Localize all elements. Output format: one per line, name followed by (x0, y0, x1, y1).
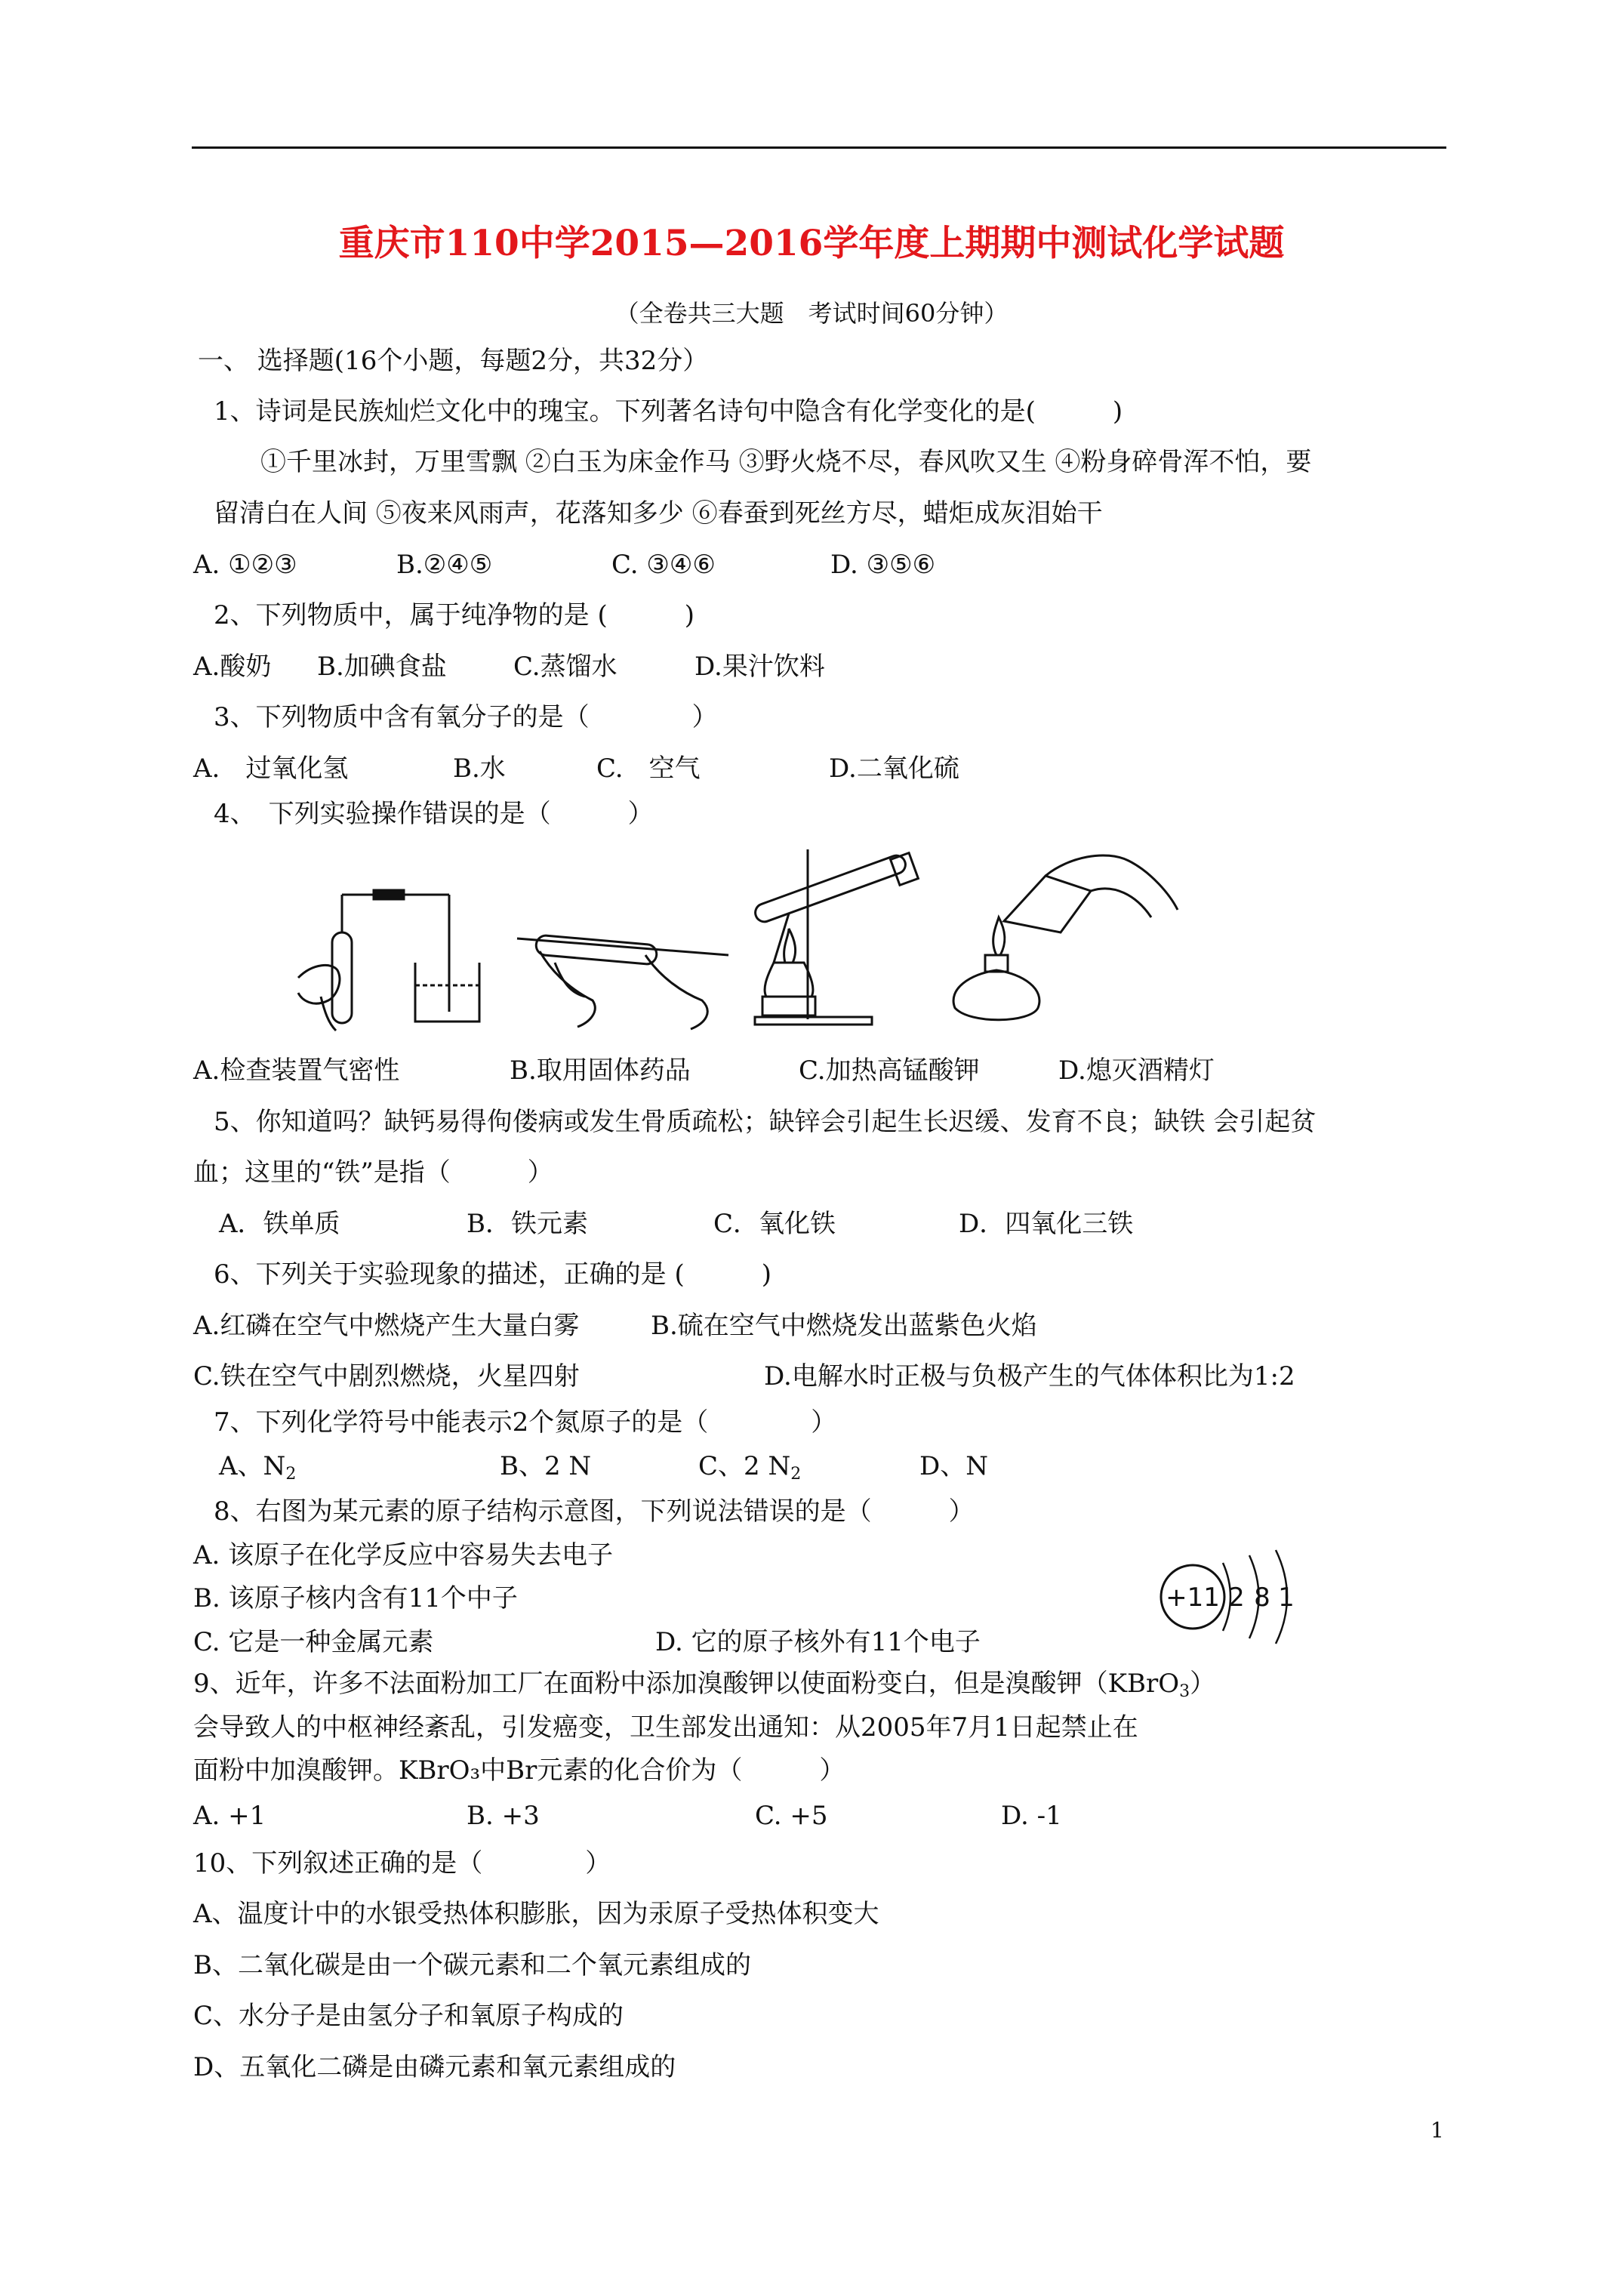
question-5-line: 5、你知道吗？缺钙易得佝偻病或发生骨质疏松；缺锌会引起生长迟缓、发育不良；缺铁 会引起贫 (214, 1107, 1317, 1137)
q3-option-b: B.水 (453, 754, 506, 784)
q7-option-c: C、2 $N_2$ (698, 1451, 802, 1484)
q4-option-b: B.取用固体药品 (510, 1056, 691, 1086)
q2-option-d: D.果汁饮料 (694, 652, 825, 682)
section-heading: 一、 选择题(16个小题，每题2分，共32分） (198, 346, 709, 376)
q3-option-a: A. 过氧化氢 (193, 754, 349, 784)
q2-option-a: A.酸奶 (193, 652, 272, 682)
q2-option-b: B.加碘食盐 (317, 652, 447, 682)
shell-3-count: 1 (1278, 1583, 1295, 1613)
q6-option-c: C.铁在空气中剧烈燃烧，火星四射 (193, 1361, 580, 1391)
q6-option-a: A.红磷在空气中燃烧产生大量白雾 (193, 1311, 580, 1341)
question-4-stem: 4、 下列实验操作错误的是（ ） (214, 799, 654, 829)
q5-option-b: B．铁元素 (467, 1209, 588, 1239)
q9-option-c: C. +5 (755, 1801, 828, 1831)
q3-option-c: C. 空气 (596, 754, 701, 784)
q10-option-d: D、五氧化二磷是由磷元素和氧元素组成的 (193, 2052, 676, 2082)
question-8-stem: 8、右图为某元素的原子结构示意图，下列说法错误的是（ ） (214, 1496, 975, 1527)
q5-option-d: D．四氧化三铁 (959, 1209, 1134, 1239)
q6-option-b: B.硫在空气中燃烧发出蓝紫色火焰 (651, 1311, 1037, 1341)
q6-option-d: D.电解水时正极与负极产生的气体体积比为1:2 (764, 1361, 1295, 1391)
question-3-stem: 3、下列物质中含有氧分子的是（ ） (214, 702, 718, 732)
header-rule (192, 146, 1446, 149)
q9-option-d: D. -1 (1001, 1801, 1062, 1831)
q8-option-b: B. 该原子核内含有11个中子 (193, 1583, 518, 1613)
exam-subtitle: （全卷共三大题 考试时间60分钟） (614, 299, 1009, 328)
q1-option-c: C. ③④⑥ (611, 550, 716, 580)
question-7-stem: 7、下列化学符号中能表示2个氮原子的是（ ） (214, 1407, 837, 1438)
q8-option-a: A. 该原子在化学反应中容易失去电子 (193, 1540, 614, 1570)
q3-option-d: D.二氧化硫 (829, 754, 959, 784)
question-6-stem: 6、下列关于实验现象的描述，正确的是 ( ) (214, 1259, 771, 1290)
question-1-line: ①千里冰封，万里雪飘 ②白玉为床金作马 ③野火烧不尽，春风吹又生 ④粉身碎骨浑不怕，要 (260, 447, 1312, 477)
page-number: 1 (1431, 2118, 1444, 2143)
q1-option-d: D. ③⑤⑥ (830, 550, 936, 580)
question-9-line: 面粉中加溴酸钾。KBrO₃中Br元素的化合价为（ ） (193, 1755, 845, 1786)
q1-option-a: A. ①②③ (193, 550, 297, 580)
q2-option-c: C.蒸馏水 (513, 652, 617, 682)
lab-operations-figure (291, 849, 1181, 1042)
extinguish-alcohol-lamp-drawing (953, 855, 1178, 1020)
q7-option-d: D、N (919, 1451, 989, 1481)
q10-option-b: B、二氧化碳是由一个碳元素和二个氧元素组成的 (193, 1950, 751, 1980)
question-1-stem: 1、诗词是民族灿烂文化中的瑰宝。下列著名诗句中隐含有化学变化的是( ) (214, 396, 1123, 427)
question-10-stem: 10、下列叙述正确的是（ ） (193, 1848, 611, 1878)
q9-option-b: B. +3 (467, 1801, 540, 1831)
q7-option-a: A、$N_2$ (219, 1451, 297, 1484)
q4-option-c: C.加热高锰酸钾 (799, 1056, 980, 1086)
airtightness-check-drawing (298, 890, 479, 1031)
q4-option-d: D.熄灭酒精灯 (1058, 1056, 1215, 1086)
question-1-line: 留清白在人间 ⑤夜来风雨声，花落知多少 ⑥春蚕到死丝方尽，蜡炬成灰泪始干 (214, 498, 1103, 529)
q8-option-d: D. 它的原子核外有11个电子 (655, 1627, 981, 1657)
q1-option-b: B.②④⑤ (396, 550, 493, 580)
q10-option-a: A、温度计中的水银受热体积膨胀，因为汞原子受热体积变大 (193, 1899, 879, 1929)
question-2-stem: 2、下列物质中，属于纯净物的是 ( ) (214, 600, 694, 630)
q10-option-c: C、水分子是由氢分子和氧原子构成的 (193, 2001, 624, 2031)
question-5-line: 血；这里的“铁”是指（ ） (193, 1157, 553, 1188)
shell-1-count: 2 (1228, 1583, 1245, 1613)
nucleus-charge: +11 (1166, 1583, 1220, 1613)
atom-structure-diagram (1155, 1544, 1306, 1650)
heating-kmno4-drawing (753, 849, 918, 1025)
q4-option-a: A.检查装置气密性 (193, 1056, 400, 1086)
q5-option-a: A．铁单质 (219, 1209, 340, 1239)
shell-2-count: 8 (1254, 1583, 1270, 1613)
q7-option-b: B、2 N (500, 1451, 592, 1481)
question-9-line: 会导致人的中枢神经紊乱，引发癌变，卫生部发出通知：从2005年7月1日起禁止在 (193, 1712, 1138, 1743)
q8-option-c: C. 它是一种金属元素 (193, 1627, 434, 1657)
exam-title: 重庆市110中学2015—2016学年度上期期中测试化学试题 (338, 223, 1285, 264)
q5-option-c: C．氧化铁 (713, 1209, 836, 1239)
take-solid-reagent-drawing (517, 935, 728, 1029)
q9-option-a: A. +1 (193, 1801, 266, 1831)
question-9-line: 9、近年，许多不法面粉加工厂在面粉中添加溴酸钾以使面粉变白，但是溴酸钾（KBrO$_3$） (193, 1669, 1216, 1701)
